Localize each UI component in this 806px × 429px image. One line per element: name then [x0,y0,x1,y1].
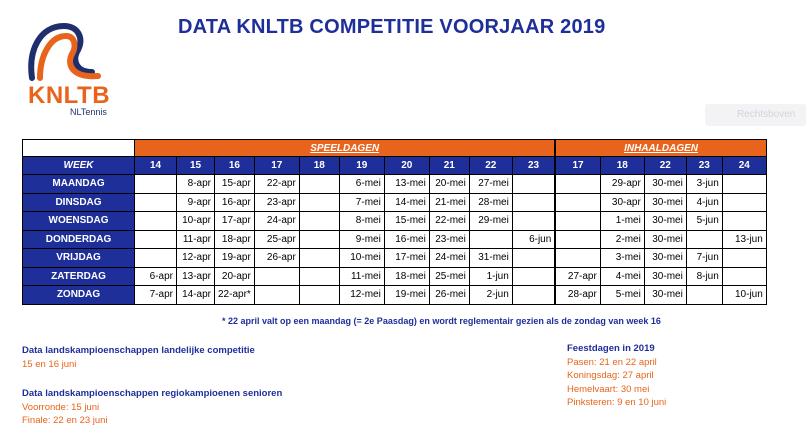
table-row [23,212,767,231]
date-cell [135,193,177,212]
inhaal-date-cell [555,212,600,231]
date-cell: 25-apr [254,230,299,249]
date-cell: 10-apr [177,212,215,231]
regio-info [22,387,282,428]
date-cell [299,267,339,286]
date-cell: 6-jun [512,230,555,249]
date-cell: 2-jun [469,286,512,305]
inhaal-date-cell: 7-jun [686,249,722,268]
inhaal-date-cell [722,212,766,231]
week-number: 20 [384,157,429,175]
date-cell: 20-apr [215,267,255,286]
header-blank [23,140,135,157]
date-cell [512,193,555,212]
inhaal-date-cell [722,267,766,286]
feestdag-line: Hemelvaart: 30 mei [567,383,650,395]
regio-line: Finale: 22 en 23 juni [22,415,108,426]
day-label: MAANDAG [23,175,135,194]
inhaal-date-cell: 5-jun [686,212,722,231]
inhaal-date-cell: 2-mei [600,230,644,249]
date-cell [299,230,339,249]
schedule-table [22,139,767,305]
date-cell: 6-mei [339,175,384,194]
inhaal-date-cell: 30-apr [600,193,644,212]
inhaal-date-cell [722,249,766,268]
day-label: DONDERDAG [23,230,135,249]
date-cell: 14-mei [384,193,429,212]
inhaal-date-cell: 27-apr [555,267,600,286]
date-cell: 9-apr [177,193,215,212]
ghost-overlay: Rechtsboven [705,104,806,126]
date-cell [512,212,555,231]
date-cell: 1-jun [469,267,512,286]
week-row [23,157,767,175]
day-label: WOENSDAG [23,212,135,231]
inhaal-date-cell: 30-mei [644,230,686,249]
date-cell: 11-apr [177,230,215,249]
inhaal-date-cell: 30-mei [644,286,686,305]
date-cell: 16-apr [215,193,255,212]
date-cell: 12-mei [339,286,384,305]
logo-brand: KNLTB [28,82,111,109]
inhaal-date-cell: 30-mei [644,212,686,231]
date-cell: 9-mei [339,230,384,249]
date-cell [469,230,512,249]
inhaal-date-cell: 13-jun [722,230,766,249]
inhaal-date-cell: 28-apr [555,286,600,305]
inhaal-date-cell: 29-apr [600,175,644,194]
date-cell: 22-apr [254,175,299,194]
date-cell: 15-apr [215,175,255,194]
inhaal-date-cell [686,286,722,305]
week-number: 15 [177,157,215,175]
date-cell: 6-apr [135,267,177,286]
date-cell [512,267,555,286]
inhaal-week-number: 22 [644,157,686,175]
inhaal-date-cell: 3-jun [686,175,722,194]
date-cell [299,193,339,212]
feestdag-line: Koningsdag: 27 april [567,370,654,381]
week-number: 14 [135,157,177,175]
date-cell [299,286,339,305]
inhaal-week-number: 18 [600,157,644,175]
inhaal-date-cell: 8-jun [686,267,722,286]
date-cell: 22-mei [429,212,469,231]
date-cell: 8-apr [177,175,215,194]
date-cell: 31-mei [469,249,512,268]
inhaal-date-cell: 5-mei [600,286,644,305]
table-row [23,286,767,305]
week-number: 16 [215,157,255,175]
inhaal-date-cell [722,175,766,194]
day-label: ZATERDAG [23,267,135,286]
inhaal-date-cell [555,175,600,194]
landelijk-heading: Data landskampioenschappen landelijke competitie [22,345,255,356]
date-cell: 11-mei [339,267,384,286]
date-cell [135,212,177,231]
date-cell: 7-apr [135,286,177,305]
feestdag-line: Pasen: 21 en 22 april [567,356,657,368]
inhaal-week-number: 23 [686,157,722,175]
knltb-logo [18,18,114,118]
date-cell [135,230,177,249]
week-number: 19 [339,157,384,175]
landelijk-value: 15 en 16 juni [22,358,77,370]
date-cell: 22-apr* [215,286,255,305]
date-cell: 19-apr [215,249,255,268]
date-cell: 21-mei [429,193,469,212]
inhaal-week-number: 17 [555,157,600,175]
date-cell: 17-apr [215,212,255,231]
landelijk-info [22,344,255,371]
date-cell [135,175,177,194]
inhaal-date-cell: 3-mei [600,249,644,268]
week-number: 18 [299,157,339,175]
inhaal-date-cell [686,230,722,249]
inhaal-date-cell: 10-jun [722,286,766,305]
regio-line: Voorronde: 15 juni [22,401,100,413]
day-label: DINSDAG [23,193,135,212]
inhaal-date-cell [555,249,600,268]
regio-heading: Data landskampioenschappen regiokampioenen senioren [22,388,283,399]
date-cell [512,249,555,268]
date-cell: 24-apr [254,212,299,231]
date-cell: 20-mei [429,175,469,194]
date-cell [299,249,339,268]
inhaal-date-cell [722,193,766,212]
week-label: WEEK [23,157,135,175]
feestdagen-info [567,342,666,410]
date-cell: 7-mei [339,193,384,212]
date-cell: 10-mei [339,249,384,268]
date-cell: 8-mei [339,212,384,231]
date-cell: 17-mei [384,249,429,268]
date-cell: 27-mei [469,175,512,194]
feestdag-line: Pinksteren: 9 en 10 juni [567,397,667,408]
date-cell [135,249,177,268]
date-cell: 24-mei [429,249,469,268]
page-title: DATA KNLTB COMPETITIE VOORJAAR 2019 [178,16,606,38]
date-cell [512,175,555,194]
inhaal-date-cell: 1-mei [600,212,644,231]
table-row [23,249,767,268]
inhaal-date-cell [555,193,600,212]
speeldagen-header: SPEELDAGEN [135,140,556,157]
table-row [23,230,767,249]
date-cell: 18-apr [215,230,255,249]
date-cell: 18-mei [384,267,429,286]
inhaal-date-cell: 30-mei [644,267,686,286]
date-cell: 26-apr [254,249,299,268]
week-number: 23 [512,157,555,175]
inhaal-date-cell: 4-jun [686,193,722,212]
footnote: * 22 april valt op een maandag (= 2e Paasdag) en wordt reglementair gezien als de zondag van week 16 [222,316,661,326]
date-cell: 16-mei [384,230,429,249]
week-number: 17 [254,157,299,175]
date-cell [299,175,339,194]
date-cell: 13-apr [177,267,215,286]
inhaal-date-cell: 4-mei [600,267,644,286]
date-cell: 29-mei [469,212,512,231]
week-number: 21 [429,157,469,175]
date-cell: 19-mei [384,286,429,305]
week-number: 22 [469,157,512,175]
date-cell [512,286,555,305]
date-cell: 28-mei [469,193,512,212]
inhaal-date-cell: 30-mei [644,193,686,212]
day-label: VRIJDAG [23,249,135,268]
header-row [23,140,767,157]
logo-subtitle: NLTennis [70,107,107,117]
table-row [23,193,767,212]
date-cell: 13-mei [384,175,429,194]
inhaal-date-cell: 30-mei [644,175,686,194]
date-cell: 14-apr [177,286,215,305]
date-cell [254,286,299,305]
feestdagen-heading: Feestdagen in 2019 [567,343,655,354]
inhaaldagen-header: INHAALDAGEN [555,140,766,157]
date-cell: 15-mei [384,212,429,231]
inhaal-date-cell [555,230,600,249]
tennis-ball-icon [26,20,106,82]
date-cell: 12-apr [177,249,215,268]
date-cell: 25-mei [429,267,469,286]
table-row [23,175,767,194]
date-cell [254,267,299,286]
date-cell: 23-mei [429,230,469,249]
table-row [23,267,767,286]
date-cell [299,212,339,231]
date-cell: 23-apr [254,193,299,212]
day-label: ZONDAG [23,286,135,305]
inhaal-date-cell: 30-mei [644,249,686,268]
inhaal-week-number: 24 [722,157,766,175]
date-cell: 26-mei [429,286,469,305]
